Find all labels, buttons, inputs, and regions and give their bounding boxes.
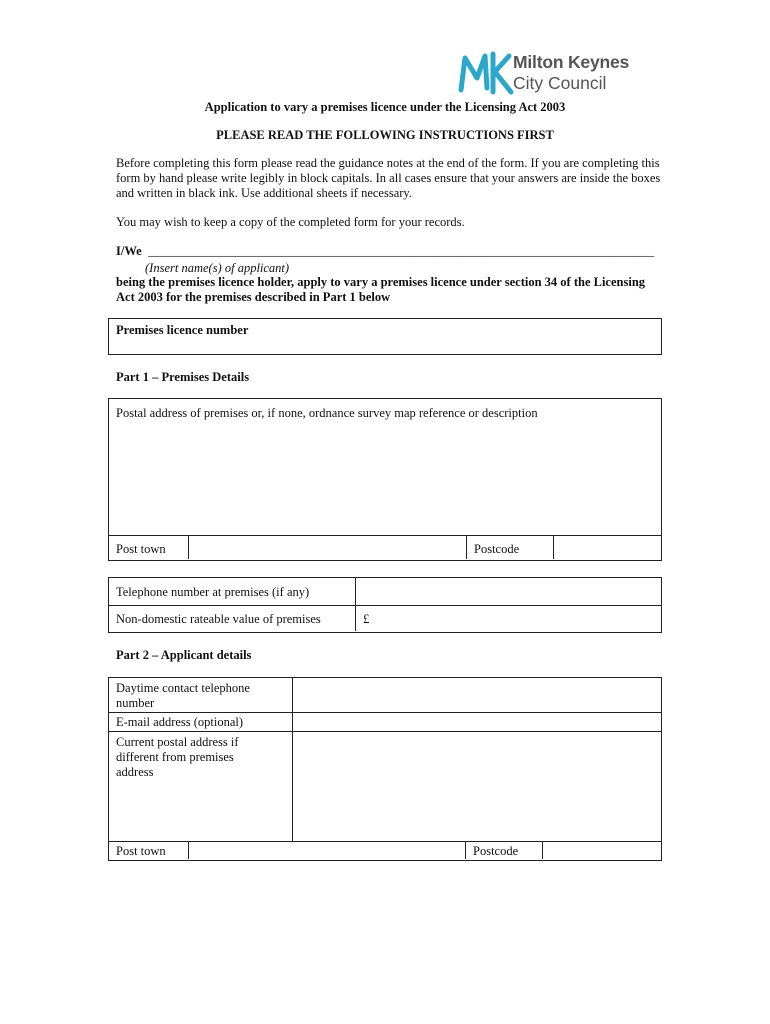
daytime-telephone-field[interactable] — [293, 678, 660, 712]
currency-symbol: £ — [363, 612, 370, 626]
applicant-name-field[interactable]: _________________________________________________________________________________ — [148, 244, 655, 258]
premises-post-town-field[interactable] — [189, 536, 465, 559]
applicant-details-box — [108, 677, 662, 861]
applicant-name-hint: (Insert name(s) of applicant) — [145, 261, 290, 275]
part2-heading: Part 2 – Applicant details — [116, 648, 252, 662]
part1-heading: Part 1 – Premises Details — [116, 370, 250, 384]
email-label: E-mail address (optional) — [116, 715, 244, 729]
email-field[interactable] — [293, 713, 660, 731]
current-address-label: Current postal address if different from premises address — [116, 735, 239, 779]
premises-licence-box[interactable] — [108, 318, 662, 355]
rateable-value-field[interactable] — [377, 606, 660, 631]
divider — [465, 841, 466, 859]
divider — [466, 535, 467, 559]
intro-text: Before completing this form please read the guidance notes at the end of the form. If you are completing this form by hand please write legibly in block capitals. In all cases ensure that your answers are inside the boxes and written in black ink. Use additional sheets if necessary. — [116, 156, 661, 200]
applicant-post-town-label: Post town — [116, 844, 166, 858]
current-address-field[interactable] — [293, 732, 660, 841]
premises-postcode-label: Postcode — [474, 542, 520, 556]
mk-logo-icon — [455, 48, 515, 98]
premises-licence-label: Premises licence number — [116, 323, 249, 337]
premises-address-field[interactable] — [109, 425, 659, 535]
premises-post-town-label: Post town — [116, 542, 166, 556]
telephone-field[interactable] — [356, 578, 660, 605]
premises-address-label: Postal address of premises or, if none, ordnance survey map reference or description — [116, 406, 538, 420]
premises-address-box — [108, 398, 662, 561]
applicant-postcode-label: Postcode — [473, 844, 519, 858]
applicant-postcode-field[interactable] — [543, 842, 660, 859]
rateable-value-label: Non-domestic rateable value of premises — [116, 612, 321, 626]
daytime-telephone-label: Daytime contact telephone number — [116, 681, 250, 710]
logo-line2: City Council — [513, 73, 607, 93]
premises-contact-box — [108, 577, 662, 633]
premises-postcode-field[interactable] — [554, 536, 660, 559]
instructions-heading: PLEASE READ THE FOLLOWING INSTRUCTIONS FIRST — [216, 128, 554, 142]
form-title: Application to vary a premises licence under the Licensing Act 2003 — [204, 100, 566, 114]
copy-note: You may wish to keep a copy of the completed form for your records. — [116, 215, 465, 229]
declaration-text: being the premises licence holder, apply to vary a premises licence under section 34 of the Licensing Act 2003 for the premises described in Part 1 below — [116, 275, 646, 304]
iwe-label: I/We — [116, 244, 142, 258]
telephone-label: Telephone number at premises (if any) — [116, 585, 310, 599]
applicant-post-town-field[interactable] — [189, 842, 464, 859]
logo-line1: Milton Keynes — [513, 52, 630, 72]
